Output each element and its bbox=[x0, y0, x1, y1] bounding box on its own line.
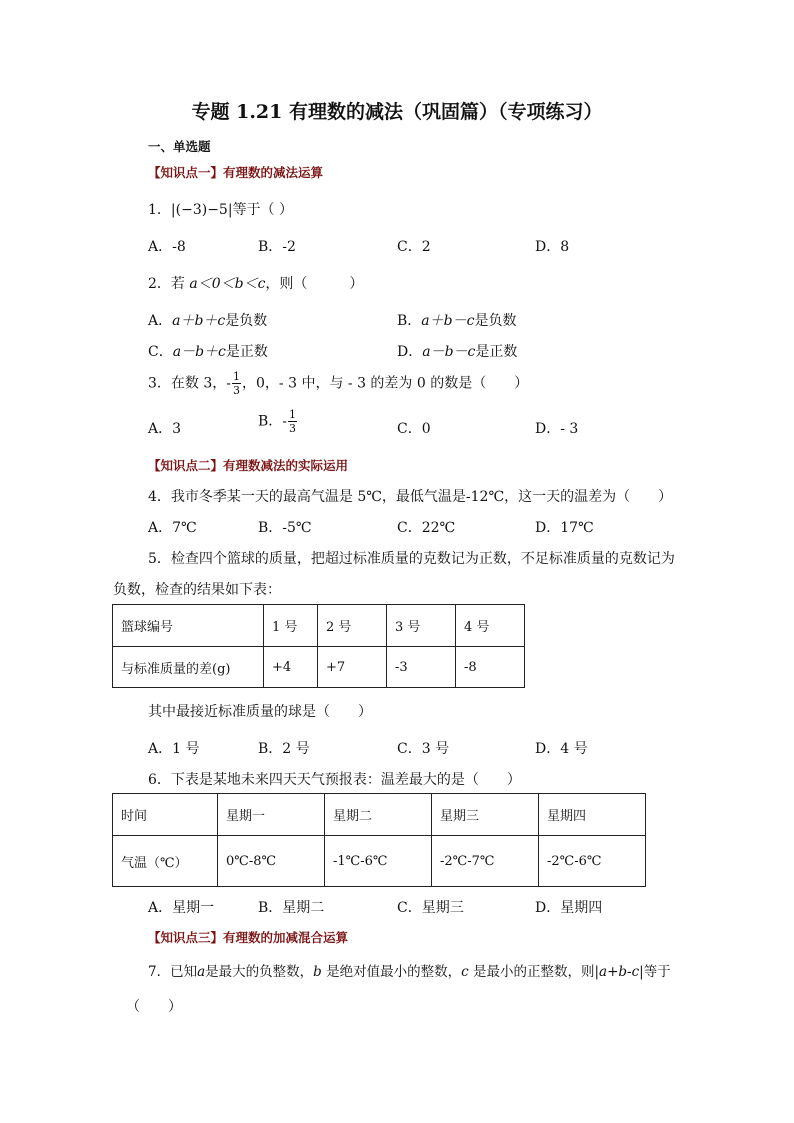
q1-option-a: A．-8 bbox=[148, 239, 186, 255]
page-title: 专题 1.21 有理数的减法（巩固篇）（专项练习） bbox=[191, 101, 603, 123]
table-cell: +7 bbox=[318, 647, 387, 688]
q5-option-d: D．4 号 bbox=[535, 741, 588, 757]
q1-option-d: D．8 bbox=[535, 239, 570, 255]
section-heading: 一、单选题 bbox=[148, 139, 211, 154]
question-5-line-1: 5．检查四个篮球的质量，把超过标准质量的克数记为正数，不足标准质量的克数记为 bbox=[148, 551, 675, 567]
table-header-cell: 4 号 bbox=[456, 605, 525, 647]
q6-option-a: A．星期一 bbox=[148, 900, 215, 916]
question-1-number: 1． bbox=[148, 202, 171, 218]
q2-option-b bbox=[397, 310, 516, 330]
q3-option-b bbox=[258, 408, 298, 435]
q2-option-d-label: D． bbox=[397, 344, 423, 360]
q2-option-a bbox=[148, 310, 267, 330]
table-cell: -1℃-6℃ bbox=[325, 836, 432, 887]
question-3-frac-num: 1 bbox=[233, 370, 240, 383]
q4-option-c: C．22℃ bbox=[397, 520, 456, 536]
q3-option-b-label: B．- bbox=[258, 413, 288, 430]
question-6: 6．下表是某地未来四天天气预报表：温差最大的是（ ） bbox=[148, 772, 521, 788]
question-1-text: 等于（ ） bbox=[232, 202, 294, 218]
question-7-text-2: 是绝对值最小的整数， bbox=[321, 964, 462, 980]
table-header-cell: 3 号 bbox=[387, 605, 456, 647]
question-3 bbox=[148, 370, 528, 397]
question-7-number: 7．已知 bbox=[148, 964, 198, 980]
table-header-cell: 2 号 bbox=[318, 605, 387, 647]
table-header-cell: 星期二 bbox=[325, 794, 432, 836]
q4-option-b: B．-5℃ bbox=[258, 520, 312, 536]
table-header-cell: 星期三 bbox=[432, 794, 539, 836]
q2-option-c-expr: a－b＋c bbox=[172, 344, 226, 360]
table-cell: 气温（℃） bbox=[113, 836, 218, 887]
question-5-followup: 其中最接近标准质量的球是（ ） bbox=[148, 704, 372, 720]
question-1 bbox=[148, 199, 293, 219]
table-cell: +4 bbox=[264, 647, 318, 688]
knowledge-point-2: 【知识点二】有理数减法的实际运用 bbox=[148, 458, 349, 473]
q3-option-c: C．0 bbox=[397, 421, 431, 437]
q4-option-a: A．7℃ bbox=[148, 520, 197, 536]
q2-option-b-text: 是负数 bbox=[474, 313, 517, 329]
knowledge-point-3: 【知识点三】有理数的加减混合运算 bbox=[148, 930, 349, 945]
q2-option-a-label: A． bbox=[148, 313, 173, 329]
question-4: 4．我市冬季某一天的最高气温是 5℃，最低气温是-12℃，这一天的温差为（ ） bbox=[148, 489, 673, 505]
table-header-cell: 星期一 bbox=[218, 794, 325, 836]
question-2-tail: ，则（ ） bbox=[265, 276, 364, 292]
q3-option-b-fraction bbox=[288, 408, 297, 435]
q6-option-c: C．星期三 bbox=[397, 900, 464, 916]
question-7-var-b: b bbox=[313, 964, 322, 980]
q2-option-d bbox=[397, 341, 517, 361]
q2-option-d-expr: a－b－c bbox=[422, 344, 476, 360]
q1-option-c: C．2 bbox=[397, 239, 431, 255]
q3-option-a: A．3 bbox=[148, 421, 182, 437]
question-2-condition: a＜0＜b＜c bbox=[189, 276, 266, 292]
question-7-var-a: a bbox=[197, 964, 206, 980]
question-3-post: ，0，- 3 中，与 - 3 的差为 0 的数是（ ） bbox=[242, 375, 529, 392]
q3-option-d: D．- 3 bbox=[535, 421, 579, 437]
question-3-pre: 3．在数 3，- bbox=[148, 375, 231, 392]
question-7 bbox=[148, 960, 671, 980]
q2-option-d-text: 是正数 bbox=[475, 344, 518, 360]
table-cell: -3 bbox=[387, 647, 456, 688]
table-cell: -2℃-7℃ bbox=[432, 836, 539, 887]
table-cell: -2℃-6℃ bbox=[539, 836, 646, 887]
weather-table bbox=[112, 793, 646, 887]
q2-option-b-expr: a＋b－c bbox=[421, 313, 475, 329]
q1-option-b: B．-2 bbox=[258, 239, 296, 255]
q5-option-a: A．1 号 bbox=[148, 741, 200, 757]
weather-table-header-row bbox=[113, 794, 646, 836]
q2-option-c-label: C． bbox=[148, 344, 173, 360]
q5-option-b: B．2 号 bbox=[258, 741, 310, 757]
q6-option-d: D．星期四 bbox=[535, 900, 603, 916]
q3-option-b-den: 3 bbox=[289, 422, 297, 435]
q3-option-b-num: 1 bbox=[289, 408, 297, 421]
question-2-number: 2．若 bbox=[148, 276, 190, 292]
basketball-table-header-row bbox=[113, 605, 525, 647]
question-7-text-1: 是最大的负整数， bbox=[205, 964, 314, 980]
table-cell: -8 bbox=[456, 647, 525, 688]
table-cell: 0℃-8℃ bbox=[218, 836, 325, 887]
q6-option-b: B．星期二 bbox=[258, 900, 325, 916]
table-header-cell: 篮球编号 bbox=[113, 605, 264, 647]
q2-option-a-expr: a＋b＋c bbox=[172, 313, 226, 329]
q2-option-c-text: 是正数 bbox=[225, 344, 268, 360]
weather-table-data-row bbox=[113, 836, 646, 887]
q2-option-a-text: 是负数 bbox=[225, 313, 268, 329]
q2-option-b-label: B． bbox=[397, 313, 422, 329]
question-7-expression: |a+b-c| bbox=[594, 964, 644, 980]
table-header-cell: 1 号 bbox=[264, 605, 318, 647]
question-7-text-3: 是最小的正整数，则 bbox=[468, 964, 595, 980]
table-header-cell: 星期四 bbox=[539, 794, 646, 836]
q5-option-c: C．3 号 bbox=[397, 741, 450, 757]
question-7-text-4: 等于 bbox=[643, 964, 671, 980]
q4-option-d: D．17℃ bbox=[535, 520, 594, 536]
table-cell: 与标准质量的差(g) bbox=[113, 647, 264, 688]
q2-option-c bbox=[148, 341, 268, 361]
basketball-table-data-row bbox=[113, 647, 525, 688]
knowledge-point-1: 【知识点一】有理数的减法运算 bbox=[148, 165, 324, 180]
question-5-line-2: 负数，检查的结果如下表： bbox=[113, 582, 281, 598]
question-7-line-2: （ ） bbox=[126, 999, 182, 1015]
table-header-cell: 时间 bbox=[113, 794, 218, 836]
question-3-fraction bbox=[232, 370, 241, 397]
question-3-frac-den: 3 bbox=[233, 384, 240, 397]
question-2 bbox=[148, 273, 363, 293]
question-1-expression: |(−3)−5| bbox=[170, 202, 233, 218]
basketball-table bbox=[112, 604, 525, 688]
question-7-var-c: c bbox=[461, 964, 469, 980]
